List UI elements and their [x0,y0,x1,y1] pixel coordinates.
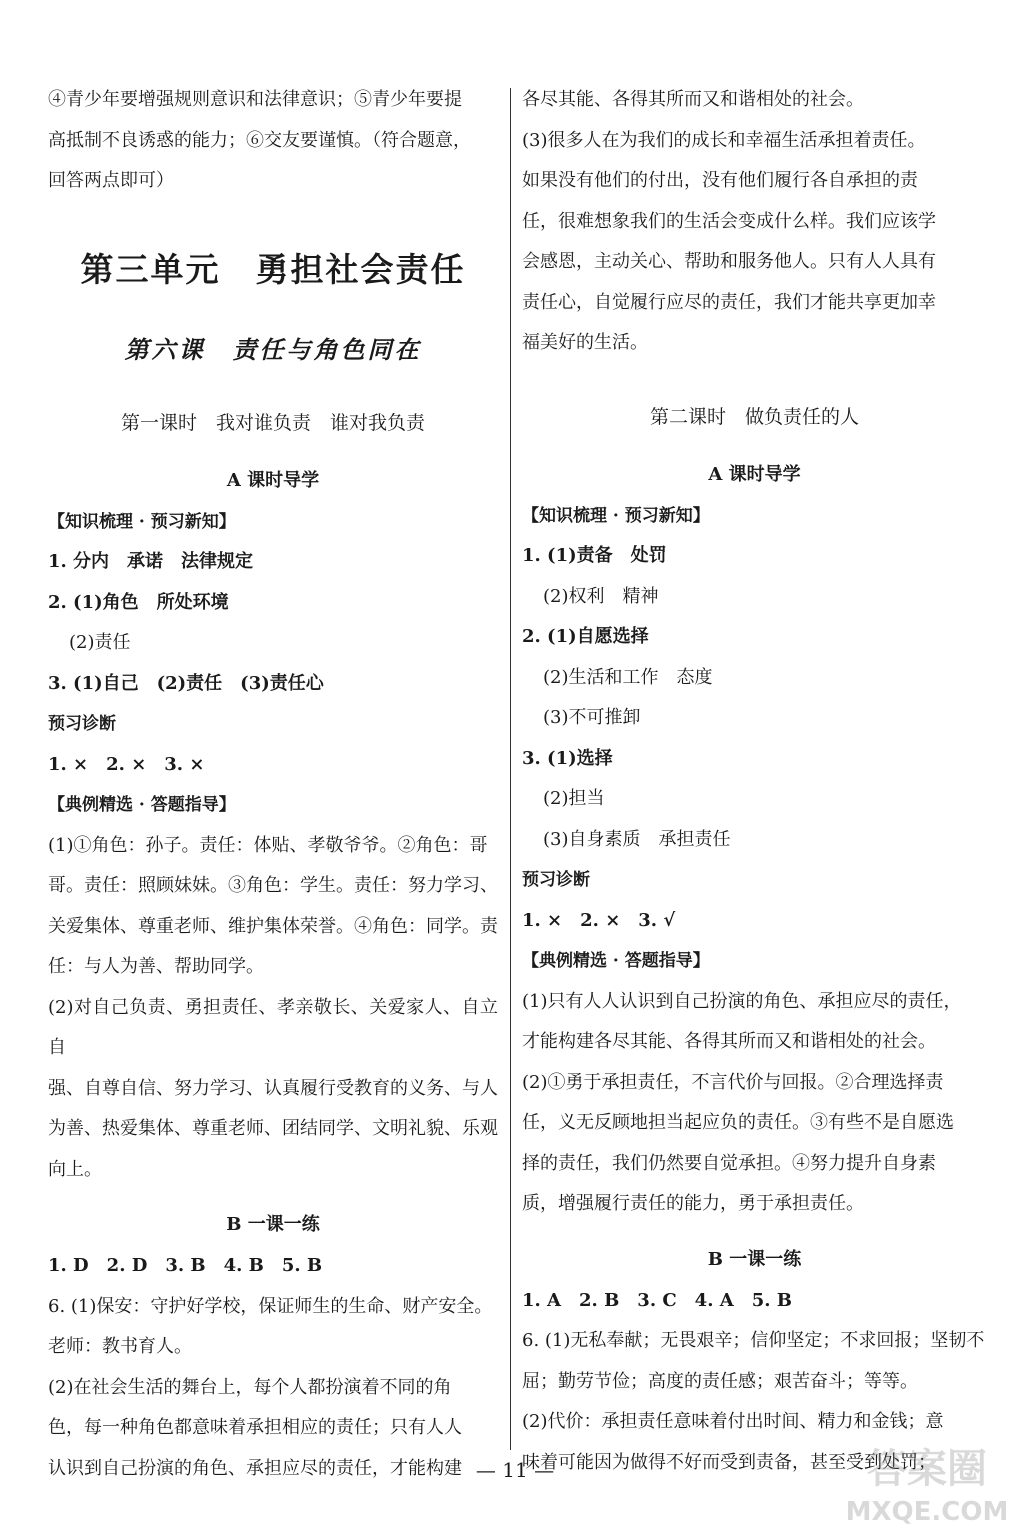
p3-line-1: (3)很多人在为我们的成长和幸福生活承担着责任。 [522,129,926,151]
r-example-1-line-2: 才能构建各尽其能、各得其所而又和谐相处的社会。 [522,1031,936,1052]
example-heading: 【典例精选 · 答题指导】 [48,795,236,815]
r-knowledge-3-3: (3)自身素质 承担责任 [543,828,731,850]
knowledge-item-2-1: 2. (1)角色 所处环境 [48,591,229,613]
continued-line: 各尽其能、各得其所而又和谐相处的社会。 [522,89,864,110]
p3-line-3: 任，很难想象我们的生活会变成什么样。我们应该学 [522,210,936,232]
example-1-line-4: 任：与人为善、帮助同学。 [48,956,264,977]
r-knowledge-3-2: (2)担当 [543,788,605,809]
watermark-text-2: MXQE.COM [845,1497,1009,1527]
intro-line-2: 高抵制不良诱惑的能力；⑥交友要谨慎。（符合题意， [48,129,471,151]
knowledge-heading-2: 【知识梳理 · 预习新知】 [522,505,710,526]
intro-line-3: 回答两点即可） [48,170,174,191]
preview-answers: 1. × 2. × 3. × [48,753,205,775]
watermark-text-1: 答案圈 [867,1446,987,1492]
page-number: — 11 — [475,1458,555,1482]
r-knowledge-2-3: (3)不可推卸 [543,707,641,728]
r-b6-line-1: 6. (1)无私奉献；无畏艰辛；信仰坚定；不求回报；坚韧不 [522,1330,985,1351]
r-b6-2-line-1: (2)代价：承担责任意味着付出时间、精力和金钱；意 [522,1411,944,1432]
period-title-1: 第一课时 我对谁负责 谁对我负责 [120,411,425,434]
unit-title: 第三单元 勇担社会责任 [80,249,466,289]
p3-line-5: 责任心，自觉履行应尽的责任，我们才能共享更加幸 [522,291,936,313]
intro-line-1: ④青少年要增强规则意识和法律意识；⑤青少年要提 [48,89,462,110]
period-title-2: 第二课时 做负责任的人 [649,405,859,428]
example-1-line-2: 哥。责任：照顾妹妹。③角色：学生。责任：努力学习、 [48,875,498,896]
p3-line-4: 会感恩，主动关心、帮助和服务他人。只有人人具有 [522,251,936,272]
section-b-title: B 一课一练 [226,1214,320,1235]
knowledge-heading: 【知识梳理 · 预习新知】 [48,511,236,532]
watermark-logo [832,1434,1022,1530]
left-column [48,80,498,1489]
right-column [522,80,987,1483]
r-example-2-line-4: 质，增强履行责任的能力，勇于承担责任。 [522,1193,864,1214]
b6-2-line-1: (2)在社会生活的舞台上，每个人都扮演着不同的角 [48,1376,452,1398]
r-example-2-line-3: 择的责任，我们仍然要自觉承担。④努力提升自身素 [522,1152,936,1174]
p3-line-6: 福美好的生活。 [522,332,648,353]
example-2-line-3: 为善、热爱集体、尊重老师、团结同学、文明礼貌、乐观 [48,1118,498,1139]
example-2-line-4: 向上。 [48,1158,102,1180]
p3-line-2: 如果没有他们的付出，没有他们履行各自承担的责 [522,170,918,191]
preview-heading: 预习诊断 [48,714,116,734]
b6-line-1: 6. (1)保安：守护好学校，保证师生的生命、财产安全。 [48,1295,493,1317]
r-b6-line-2: 屈；勤劳节俭；高度的责任感；艰苦奋斗；等等。 [522,1370,918,1392]
section-b-title-2: B 一课一练 [707,1248,802,1270]
r-example-1-line-1: (1)只有人人认识到自己扮演的角色、承担应尽的责任， [522,990,962,1012]
r-example-2-line-1: (2)①勇于承担责任，不言代价与回报。②合理选择责 [522,1071,944,1093]
knowledge-item-2-2: (2)责任 [69,632,131,653]
example-1-line-1: (1)①角色：孙子。责任：体贴、孝敬爷爷。②角色：哥 [48,834,488,856]
column-divider [510,88,511,1450]
b-answers: 1. D 2. D 3. B 4. B 5. B [48,1255,323,1276]
example-2-line-2: 强、自尊自信、努力学习、认真履行受教育的义务、与人 [48,1077,498,1099]
example-2-line-1: (2)对自己负责、勇担责任、孝亲敬长、关爱家人、自立自 [48,996,498,1058]
lesson-title: 第六课 责任与角色同在 [124,334,422,364]
preview-heading-2: 预习诊断 [522,870,590,890]
example-1-line-3: 关爱集体、尊重老师、维护集体荣誉。④角色：同学。责 [48,915,498,937]
knowledge-item-1: 1. 分内 承诺 法律规定 [48,551,254,572]
r-b-answers: 1. A 2. B 3. C 4. A 5. B [522,1289,792,1311]
r-example-2-line-2: 任，义无反顾地担当起应负的责任。③有些不是自愿选 [522,1112,954,1133]
r-knowledge-2-2: (2)生活和工作 态度 [543,666,713,688]
preview-answers-2: 1. × 2. × 3. √ [522,909,676,931]
r-b6-2-line-2: 味着可能因为做得不好而受到责备，甚至受到处罚； [522,1451,936,1473]
b6-2-line-3: 认识到自己扮演的角色、承担应尽的责任，才能构建 [48,1457,462,1479]
r-knowledge-1-2: (2)权利 精神 [543,585,659,607]
example-heading-2: 【典例精选 · 答题指导】 [522,951,710,971]
b6-line-2: 老师：教书育人。 [48,1336,192,1357]
r-knowledge-1-1: 1. (1)责备 处罚 [522,545,667,566]
b6-2-line-2: 色，每一种角色都意味着承担相应的责任；只有人人 [48,1417,462,1438]
section-a-title-2: A 课时导学 [708,463,801,485]
r-knowledge-2-1: 2. (1)自愿选择 [522,626,649,647]
r-knowledge-3-1: 3. (1)选择 [522,747,613,769]
section-a-title: A 课时导学 [226,469,320,491]
knowledge-item-3: 3. (1)自己 (2)责任 (3)责任心 [48,672,324,694]
